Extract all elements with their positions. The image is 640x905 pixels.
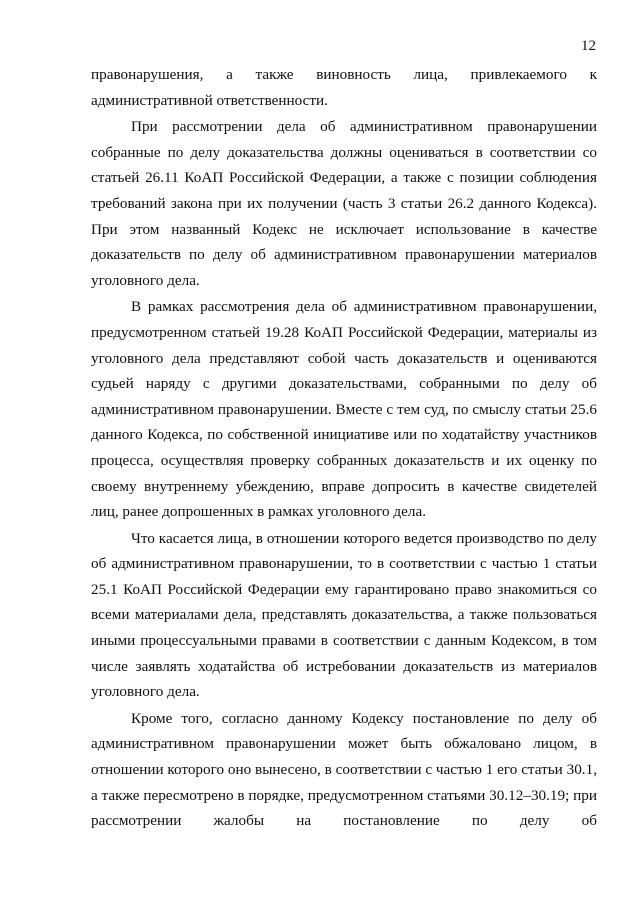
paragraph-rights-of-person: Что касается лица, в отношении которого ведется производство по делу об административном правонарушении, то в соответствии с частью 1 статьи 25.1 КоАП Российской Федерации ему гарантировано право знакомиться со всеми материалами дела, представлять доказательства, а также пользоваться иными процессуальными правами в соответствии с данным Кодексом, в том числе заявлять ходатайства об истребовании доказательств из материалов уголовного дела. [91, 529, 597, 701]
document-body [91, 62, 597, 834]
page-number: 12 [581, 38, 596, 54]
paragraph-article-19-28: В рамках рассмотрения дела об административном правонарушении, предусмотренном статьей 19.28 КоАП Российской Федерации, материалы из уголовного дела представляют собой часть доказательств и оцениваются судьей наряду с другими доказательствами, собранными по делу об административном правонарушении. Вместе с тем суд, по смыслу статьи 25.6 данного Кодекса, по собственной инициативе или по ходатайству участников процесса, осуществляя проверку собранных доказательств и их оценку по своему внутреннему убеждению, вправе допросить в качестве свидетелей лиц, ранее допрошенных в рамках уголовного дела. [91, 298, 597, 521]
paragraph-appeal: Кроме того, согласно данному Кодексу постановление по делу об административном правонарушении может быть обжаловано лицом, в отношении которого оно вынесено, в соответствии с частью 1 его статьи 30.1, а также пересмотрено в порядке, предусмотренном статьями 30.12–30.19; при рассмотрении жалобы на постановление по делу об [91, 709, 597, 830]
paragraph-continuation: правонарушения, а также виновность лица, привлекаемого к административной ответственности. [91, 66, 597, 109]
paragraph-evidence-assessment: При рассмотрении дела об административном правонарушении собранные по делу доказательства должны оцениваться в соответствии со статьей 26.11 КоАП Российской Федерации, а также с позиции соблюдения требований закона при их получении (часть 3 статьи 26.2 данного Кодекса). При этом названный Кодекс не исключает использование в качестве доказательств по делу об административном правонарушении материалов уголовного дела. [91, 118, 597, 289]
